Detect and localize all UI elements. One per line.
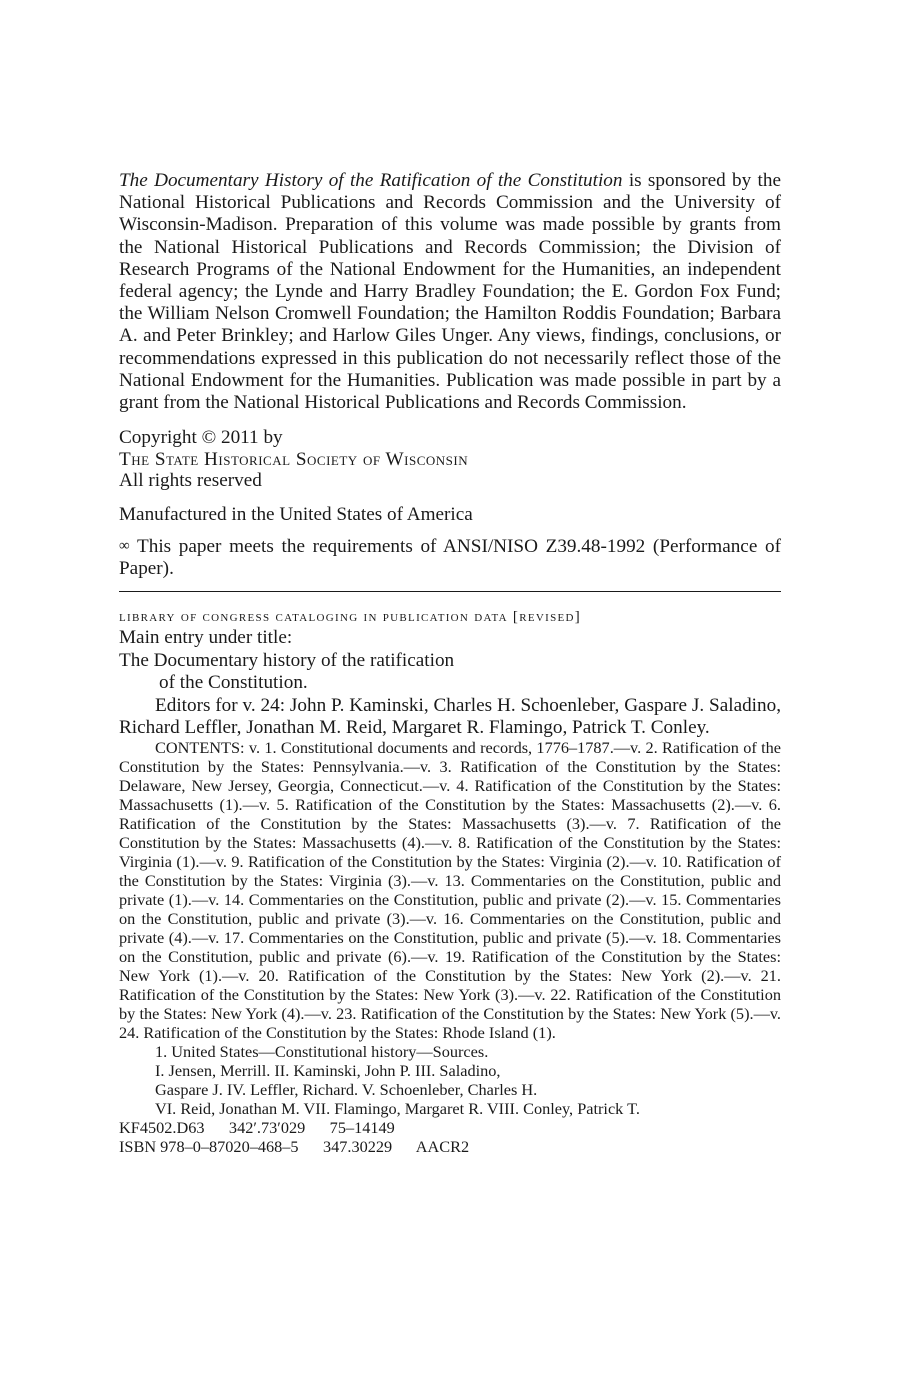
copyright-block [119, 427, 781, 492]
series-title: The Documentary History of the Ratification of the Constitution [119, 170, 623, 191]
paper-statement [119, 536, 781, 579]
lccn: 75–14149 [329, 1118, 395, 1138]
cip-main-entry: Main entry under title: [119, 627, 293, 649]
dewey-number: 342′.73′029 [228, 1118, 306, 1138]
cip-header: library of congress cataloging in publication data [revised] [119, 609, 582, 626]
cip-title-line1: The Documentary history of the ratification [119, 649, 455, 671]
dewey-number-2: 347.30229 [322, 1137, 393, 1157]
infinity-icon: ∞ [119, 538, 130, 555]
copyright-page [119, 170, 781, 1156]
cip-title-line2: of the Constitution. [159, 672, 308, 694]
manufactured-statement: Manufactured in the United States of America [119, 503, 473, 525]
call-number: KF4502.D63 [119, 1118, 205, 1138]
copyright-line: Copyright © 2011 by [119, 427, 283, 449]
paper-text: This paper meets the requirements of ANSI/NISO Z39.48-1992 (Performance of Paper). [119, 536, 781, 579]
publisher-name: The State Historical Society of Wisconsin [119, 448, 469, 470]
rights-statement: All rights reserved [119, 470, 262, 492]
cip-added-entries-3: VI. Reid, Jonathan M. VII. Flamingo, Margaret R. VIII. Conley, Patrick T. [155, 1099, 640, 1119]
sponsor-text: is sponsored by the National Historical Publications and Records Commission and the University of Wisconsin-Madison. Preparation of this volume was made possible by grants from the National Historical Publications and Records Commission; the Division of Research Programs of the National Endowment for the Humanities, an independent federal agency; the Lynde and Harry Bradley Foundation; the E. Gordon Fox Fund; the William Nelson Cromwell Foundation; the Hamilton Roddis Foundation; Barbara A. and Peter Brinkley; and Harlow Giles Unger. Any views, findings, conclusions, or recommendations expressed in this publication do not necessarily reflect those of the National Endowment for the Humanities. Publication was made possible in part by a grant from the National Historical Publications and Records Commission. [119, 170, 781, 414]
isbn: ISBN 978–0–87020–468–5 [119, 1137, 299, 1157]
catalog-row-2 [119, 1137, 781, 1156]
cip-subject: 1. United States—Constitutional history—Sources. [155, 1042, 489, 1062]
cataloging-rules: AACR2 [415, 1137, 470, 1157]
cip-added-entries-2: Gaspare J. IV. Leffler, Richard. V. Schoenleber, Charles H. [155, 1080, 538, 1100]
catalog-row-1 [119, 1118, 781, 1137]
divider [119, 591, 781, 592]
sponsor-statement [119, 170, 781, 414]
cip-added-entries-1: I. Jensen, Merrill. II. Kaminski, John P. III. Saladino, [155, 1061, 501, 1081]
cip-contents: CONTENTS: v. 1. Constitutional documents and records, 1776–1787.—v. 2. Ratification of the Constitution by the States: Pennsylvania.—v. 3. Ratification of the Constitution by the States: Delaware, New Jersey, Georgia, Connecticut.—v. 4. Ratification of the Constitution by the States: Massachusetts (1).—v. 5. Ratification of the Constitution by the States: Massachusetts (2).—v. 6. Ratification of the Constitution by the States: Massachusetts (3).—v. 7. Ratification of the Constitution by the States: Massachusetts (4).—v. 8. Ratification of the Constitution by the States: Virginia (1).—v. 9. Ratification of the Constitution by the States: Virginia (2).—v. 10. Ratification of the Constitution by the States: Virginia (3).—v. 13. Commentaries on the Constitution, public and private (1).—v. 14. Commentaries on the Constitution, public and private (2).—v. 15. Commentaries on the Constitution, public and private (3).—v. 16. Commentaries on the Constitution, public and private (4).—v. 17. Commentaries on the Constitution, public and private (5).—v. 18. Commentaries on the Constitution, public and private (6).—v. 19. Ratification of the Constitution by the States: New York (1).—v. 20. Ratification of the Constitution by the States: New York (2).—v. 21. Ratification of the Constitution by the States: New York (3).—v. 22. Ratification of the Constitution by the States: New York (4).—v. 23. Ratification of the Constitution by the States: New York (5).—v. 24. Ratification of the Constitution by the States: Rhode Island (1). [119, 738, 781, 1043]
cip-editors: Editors for v. 24: John P. Kaminski, Charles H. Schoenleber, Gaspare J. Saladino, Richard Leffler, Jonathan M. Reid, Margaret R. Flamingo, Patrick T. Conley. [119, 694, 781, 738]
